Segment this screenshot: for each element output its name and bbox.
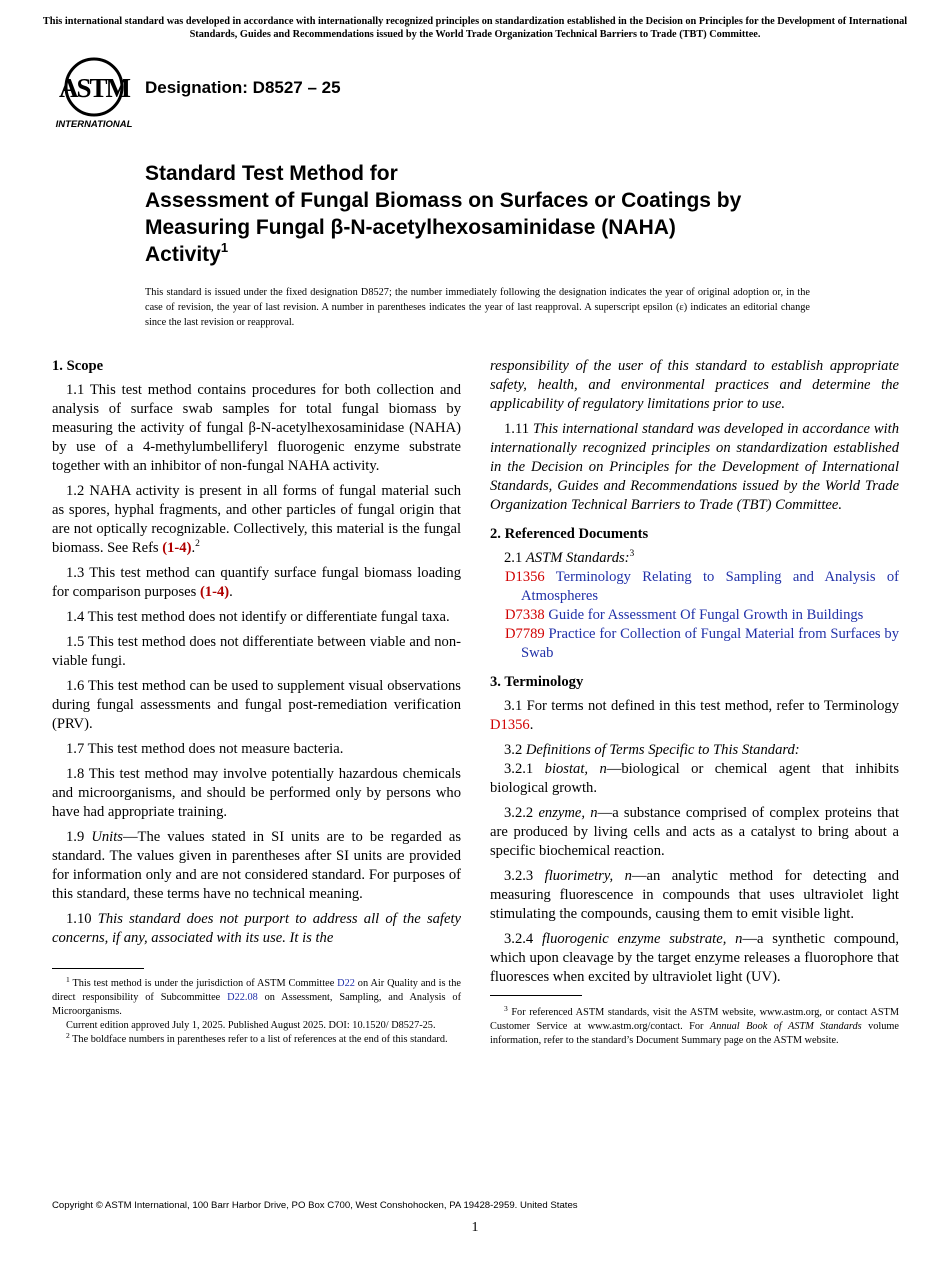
footnote-1-edition: Current edition approved July 1, 2025. Published August 2025. DOI: 10.1520/ D8527-25. [66,1020,436,1031]
title-line-2: Assessment of Fungal Biomass on Surfaces or Coatings by [145,189,742,212]
para-1-9: 1.9 Units—The values stated in SI units are to be regarded as standard. The values given in parentheses after SI units are provided for information only and are not considered standard. For purposes of this standard, these terms have no technical meaning. [52,829,461,902]
astm-logo [52,57,136,131]
title-line-4: Activity$^1$ [145,240,229,266]
standard-note: This standard is issued under the fixed designation D8527; the number immediately following the designation indicates the year of original adoption or, in the case of revision, the year of last revision. A number in parentheses indicates the year of last reapproval. A superscript epsilon (ε) indicates an editorial change since the last revision or reapproval. [145,287,810,328]
para-1-10: 1.10 This standard does not purport to address all of the safety concerns, if any, associated with its use. It is the [52,911,461,946]
para-1-11: 1.11 This international standard was developed in accordance with internationally recognized principles on standardization established in the Decision on Principles for the Development of International Standards, Guides and Recommendations issued by the World Trade Organization Technical Barriers to Trade (TBT) Committee. [490,421,899,513]
footnotes-left [52,977,461,1047]
ref-link[interactable]: (1-4) [162,540,192,556]
footnote-2: $^2$ The boldface numbers in parentheses refer to a list of references at the end of this standard. [66,1031,448,1045]
scope-heading: 1. Scope [52,358,104,374]
para-1-5: 1.5 This test method does not differentiate between viable and non-viable fungi. [52,634,461,669]
para-3-2: 3.2 Definitions of Terms Specific to This Standard: [504,742,800,758]
para-3-2-2: 3.2.2 enzyme, n—a substance comprised of complex proteins that are produced by living cells and acts as a catalyst to bring about a specific biochemical reaction. [490,805,899,859]
logo-letters: ASTM [58,73,130,103]
terminology-link[interactable]: D1356 [490,717,530,733]
para-3-2-4: 3.2.4 fluorogenic enzyme substrate, n—a synthetic compound, which upon cleavage by the target enzyme releases a fluorophore that fluoresces when excited by ultraviolet light (UV). [490,931,899,985]
committee-link[interactable]: D22 [337,978,355,989]
para-1-10-continued: responsibility of the user of this standard to establish appropriate safety, health, and environmental practices and determine the applicability of regulatory limitations prior to use. [490,358,899,412]
logo-international: INTERNATIONAL [55,119,133,130]
ref-link[interactable]: (1-4) [199,584,230,600]
para-3-2-3: 3.2.3 fluorimetry, n—an analytic method for detecting and measuring fluorescence in compounds that uses ultraviolet light stimulating the compounds, causing them to emit visible light. [490,868,900,922]
para-1-4: 1.4 This test method does not identify or differentiate fungal taxa. [66,609,450,625]
para-1-3: 1.3 This test method can quantify surface fungal biomass loading for comparison purposes (1-4). [52,565,461,600]
footnote-3: $^3$ For referenced ASTM standards, visit the ASTM website, www.astm.org, or contact ASTM Customer Service at www.astm.org/contact. For Annual Book of ASTM Standards volume information, refer to the standard’s Document Summary page on the ASTM website. [490,1004,899,1046]
para-3-2-1: 3.2.1 biostat, n—biological or chemical agent that inhibits biological growth. [490,761,900,796]
referenced-documents-heading: 2. Referenced Documents [490,526,649,542]
footnote-rule [52,968,144,969]
para-1-2: 1.2 NAHA activity is present in all forms of fungal material such as spores, hyphal fragments, and other particles of fungal origin that are not optically recognizable. Collectively, this material is the fungal biomass. See Refs (1-4).$^2$ [52,483,461,556]
right-column [490,357,899,1048]
copyright-line: Copyright © ASTM International, 100 Barr Harbor Drive, PO Box C700, West Conshohocken, PA 19428-2959. United States [52,1200,578,1211]
title-line-1: Standard Test Method for [145,162,398,185]
para-1-1: 1.1 This test method contains procedures for both collection and analysis of surface swab samples for total fungal biomass by measuring the activity of fungal β-N-acetylhexosaminidase (NAHA) by use of a 4-methylumbelliferyl fluorogenic enzyme substrate together with an inhibitor of non-fungal NAHA activity. [52,382,461,474]
footnote-1: $^1$ This test method is under the jurisdiction of ASTM Committee D22 on Air Quality and is the direct responsibility of Subcommittee D22.08 on Assessment, Sampling, and Analysis of Microorganisms. [52,975,461,1017]
footnotes-right [490,1006,899,1048]
footnote-mark-2: 2 [195,539,200,549]
title-footnote-mark: 1 [220,240,229,255]
para-3-1: 3.1 For terms not defined in this test method, refer to Terminology D1356. [490,698,899,733]
para-1-8: 1.8 This test method may involve potentially hazardous chemicals and microorganisms, and should be performed only by persons who have had appropriate training. [52,766,461,820]
footnote-mark-3: 3 [629,549,635,559]
reference-d7789[interactable]: D7789 Practice for Collection of Fungal Material from Surfaces by Swab [505,626,899,661]
title-line-3: Measuring Fungal β-N-acetylhexosaminidase (NAHA) [145,216,676,239]
referenced-documents-list [490,568,899,663]
designation: Designation: D8527 – 25 [145,78,341,97]
page-number: 1 [471,1220,479,1235]
para-2-1: 2.1 ASTM Standards:$^3$ [504,549,635,566]
reference-d7338[interactable]: D7338 Guide for Assessment Of Fungal Growth in Buildings [505,607,864,623]
para-1-6: 1.6 This test method can be used to supplement visual observations during fungal assessments and fungal post-remediation verification (PRV). [52,678,461,732]
terminology-heading: 3. Terminology [490,674,584,690]
tbt-notice: This international standard was developed in accordance with internationally recognized principles on standardization established in the Decision on Principles for the Development of International Standards, Guides and Recommendations issued by the World Trade Organization Technical Barriers to Trade (TBT) Committee. [42,16,908,40]
subcommittee-link[interactable]: D22.08 [227,992,258,1003]
astm-logo-graphic [52,57,136,131]
reference-d1356[interactable]: D1356 Terminology Relating to Sampling and Analysis of Atmospheres [505,569,900,604]
left-column [52,357,461,1047]
footnote-rule [490,995,582,996]
para-1-7: 1.7 This test method does not measure bacteria. [66,741,344,757]
document-title [145,160,845,268]
